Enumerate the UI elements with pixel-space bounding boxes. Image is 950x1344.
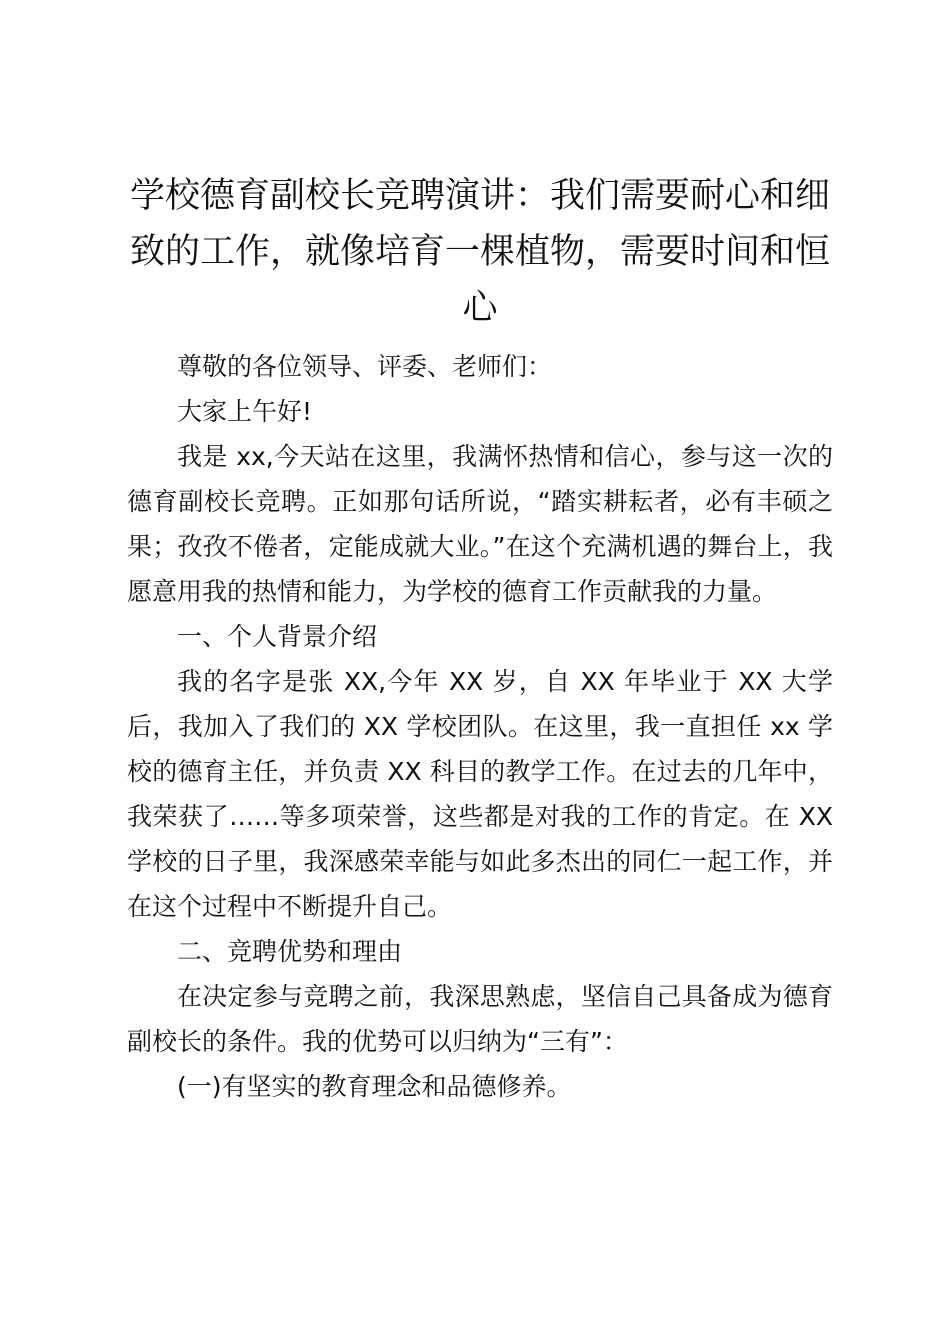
greeting: 大家上午好!: [177, 397, 313, 426]
section-heading-advantages: 二、竞聘优势和理由: [177, 937, 403, 966]
background-paragraph: 我的名字是张 XX,今年 XX 岁，自 XX 年毕业于 XX 大学后，我加入了我们的 XX 学校团队。在这里，我一直担任 xx 学校的德育主任，并负责 XX 科目的教学工作。在过去的几年中，我荣获了……等多项荣誉，这些都是对我的工作的肯定。在 XX 学校的日子里，我深感荣幸能与如此多杰出的同仁一起工作，并在这个过程中不断提升自己。: [127, 667, 833, 921]
document-page: [127, 168, 833, 1109]
salutation: 尊敬的各位领导、评委、老师们：: [177, 352, 553, 381]
document-title: 学校德育副校长竞聘演讲：我们需要耐心和细致的工作，就像培育一棵植物，需要时间和恒心: [129, 176, 830, 328]
intro-paragraph: 我是 xx,今天站在这里，我满怀热情和信心，参与这一次的德育副校长竞聘。正如那句话所说，“踏实耕耘者，必有丰硕之果；孜孜不倦者，定能成就大业。”在这个充满机遇的舞台上，我愿意用我的热情和能力，为学校的德育工作贡献我的力量。: [127, 442, 833, 606]
section-heading-background: 一、个人背景介绍: [177, 622, 378, 651]
point-one: (一)有坚实的教育理念和品德修养。: [177, 1072, 572, 1101]
advantages-paragraph: 在决定参与竞聘之前，我深思熟虑，坚信自己具备成为德育副校长的条件。我的优势可以归纳为“三有”：: [127, 982, 833, 1056]
